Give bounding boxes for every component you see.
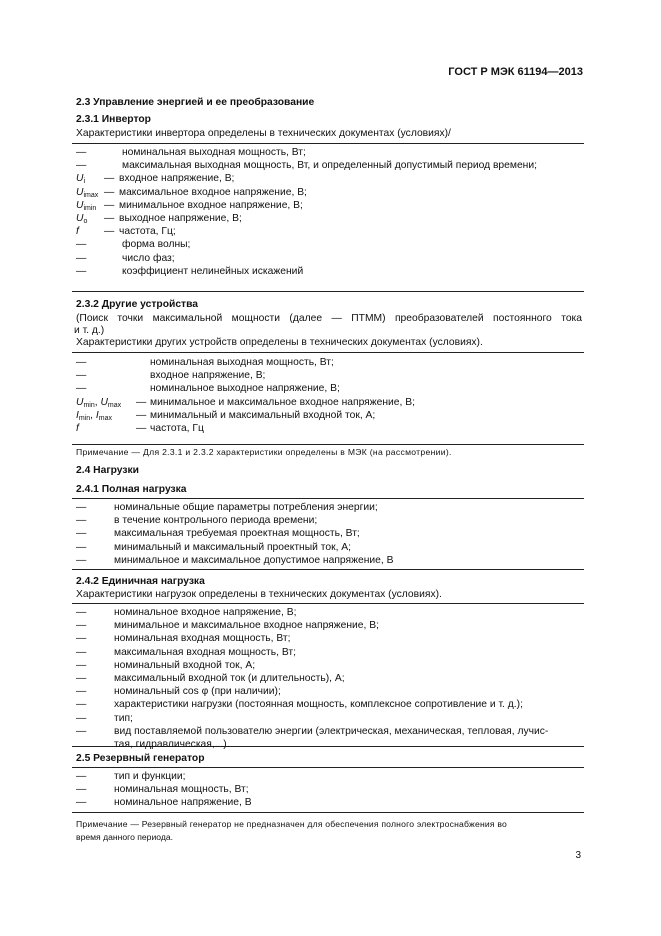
note-2-3: Примечание — Для 2.3.1 и 2.3.2 характеристики определены в МЭК (на рассмотрении).	[76, 447, 452, 457]
list-item: — форма волны;	[76, 239, 191, 251]
section-2-3-1-title: 2.3.1 Инвертор	[76, 114, 151, 125]
section-2-4-2-title: 2.4.2 Единичная нагрузка	[76, 576, 205, 587]
list-item: $U_{imin}$ — минимальное входное напряжение, В;	[76, 199, 303, 212]
list-item: — максимальная требуемая проектная мощность, Вт;	[76, 528, 360, 540]
list-item: — минимальное и максимальное допустимое напряжение, В	[76, 554, 394, 566]
section-2-3-2-intro-line1: (Поиск точки максимальной мощности (далее — ПТММ) преобразователей постоянного тока	[76, 313, 582, 324]
section-2-3-2-intro-2: Характеристики других устройств определены в технических документах (условиях).	[76, 337, 483, 348]
list-item: — номинальные общие параметры потребления энергии;	[76, 502, 378, 513]
list-item: — номинальное напряжение, В	[76, 797, 252, 809]
list-item: — характеристики нагрузки (постоянная мощность, комплексное сопротивление и т. д.);	[76, 699, 523, 711]
section-2-3-1-intro: Характеристики инвертора определены в технических документах (условиях)/	[76, 128, 451, 139]
note-2-5-line1: Примечание — Резервный генератор не предназначен для обеспечения полного электроснабжения во	[76, 819, 507, 829]
list-item: $U_{imax}$ — максимальное входное напряжение, В;	[76, 186, 307, 199]
section-2-4-1-title: 2.4.1 Полная нагрузка	[76, 484, 187, 495]
section-2-4-2-intro: Характеристики нагрузок определены в технических документах (условиях).	[76, 589, 442, 600]
list-item: f — частота, Гц;	[76, 226, 176, 238]
list-item: — тип;	[76, 712, 133, 724]
list-item: $I_{min}$, $I_{max}$ — минимальный и максимальный входной ток, А;	[76, 409, 376, 422]
section-2-3-2-intro-line2: и т. д.)	[74, 325, 105, 336]
list-item: f — частота, Гц	[76, 422, 204, 434]
list-item: — максимальная выходная мощность, Вт, и определенный допустимый период времени;	[76, 160, 537, 172]
list-item: — тип и функции;	[76, 771, 186, 782]
list-item: — номинальная мощность, Вт;	[76, 784, 249, 796]
full-load-list	[72, 498, 584, 570]
page-number: 3	[575, 850, 581, 861]
list-item: $U_o$ — выходное напряжение, В;	[76, 212, 242, 225]
document-header: ГОСТ Р МЭК 61194—2013	[448, 66, 583, 78]
list-item: — номинальное входное напряжение, В;	[76, 607, 297, 618]
section-2-4-title: 2.4 Нагрузки	[76, 465, 139, 476]
other-devices-list	[72, 352, 584, 445]
list-item: — номинальная выходная мощность, Вт;	[76, 357, 334, 368]
list-item: $U_{min}$, $U_{max}$ — минимальное и максимальное входное напряжение, В;	[76, 396, 415, 409]
list-item-continuation: тая, гидравлическая,...).	[114, 738, 230, 750]
section-2-3-title: 2.3 Управление энергией и ее преобразование	[76, 97, 315, 108]
list-item: — число фаз;	[76, 252, 175, 264]
section-2-3-2-title: 2.3.2 Другие устройства	[76, 299, 199, 310]
backup-generator-list	[72, 767, 584, 813]
list-item: — номинальная входная мощность, Вт;	[76, 633, 291, 645]
list-item: — максимальный входной ток (и длительность), А;	[76, 672, 345, 684]
list-item: — минимальный и максимальный проектный ток, А;	[76, 541, 352, 553]
list-item: $U_i$ — входное напряжение, В;	[76, 173, 235, 186]
list-item: — минимальное и максимальное входное напряжение, В;	[76, 620, 379, 632]
list-item: — коэффициент нелинейных искажений	[76, 265, 304, 277]
list-item: — максимальная входная мощность, Вт;	[76, 646, 296, 658]
list-item: — вид поставляемой пользователю энергии (электрическая, механическая, тепловая, лучис-	[76, 725, 549, 737]
list-item: — номинальный cos φ (при наличии);	[76, 686, 281, 698]
section-2-5-title: 2.5 Резервный генератор	[76, 753, 205, 764]
note-2-5-line2: время данного периода.	[76, 832, 174, 842]
list-item: — номинальная выходная мощность, Вт;	[76, 147, 306, 158]
inverter-characteristics-list	[72, 143, 584, 292]
list-item: — номинальный входной ток, А;	[76, 659, 256, 671]
list-item: — в течение контрольного периода времени;	[76, 515, 318, 527]
list-item: — входное напряжение, В;	[76, 370, 266, 382]
unit-load-list	[72, 603, 584, 750]
list-item: — номинальное выходное напряжение, В;	[76, 383, 340, 395]
